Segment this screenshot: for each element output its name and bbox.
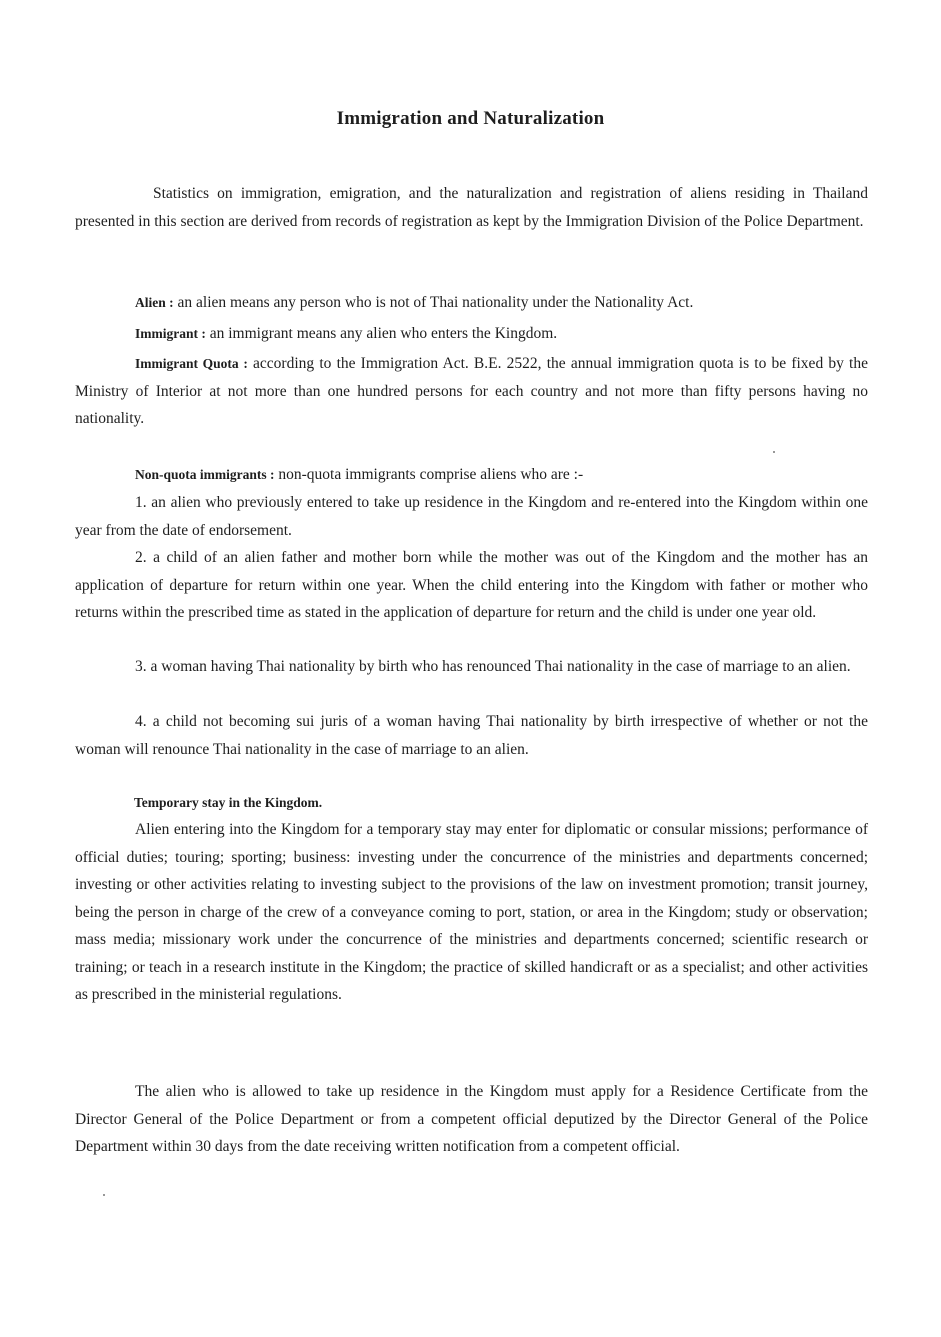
residence-paragraph: The alien who is allowed to take up residence in the Kingdom must apply for a Residence Certificate from the Director General of the Police Department or from a competent official deputized by the Director General of the Police Department within 30 days from the date receiving written notification from a competent official.: [75, 1083, 868, 1155]
intro-paragraph: Statistics on immigration, emigration, and the naturalization and registration of aliens residing in Thailand presented in this section are derived from records of registration as kept by the Immigration Division of the Police Department.: [75, 185, 868, 230]
definition-immigrant: [75, 320, 868, 348]
non-quota-item-4: 4. a child not becoming sui juris of a woman having Thai nationality by birth irrespective of whether or not the woman will renounce Thai nationality in the case of marriage to an alien.: [75, 713, 868, 758]
definition-text: according to the Immigration Act. B.E. 2522, the annual immigration quota is to be fixed by the Ministry of Interior at not more than one hundred persons for each country and not more than fifty persons having no nationality.: [75, 355, 868, 427]
definition-text: an alien means any person who is not of Thai nationality under the Nationality Act.: [173, 294, 694, 311]
definition-term: Immigrant :: [135, 326, 206, 341]
non-quota-item-3: 3. a woman having Thai nationality by birth who has renounced Thai nationality in the case of marriage to an alien.: [135, 658, 851, 675]
non-quota-item-2: 2. a child of an alien father and mother born while the mother was out of the Kingdom and the mother has an application of departure for return within one year. When the child entering into the Kingdom with father or mother who returns within the prescribed time as stated in the application of departure for return and the child is under one year old.: [75, 549, 868, 621]
definition-alien: [75, 289, 868, 317]
definition-term: Alien :: [135, 295, 174, 310]
non-quota-text: non-quota immigrants comprise aliens who are :-: [274, 466, 584, 483]
temporary-stay-paragraph: Alien entering into the Kingdom for a temporary stay may enter for diplomatic or consular missions; performance of official duties; touring; sporting; business: investing under the concurrence of the ministries and departments concerned; investing or other activities relating to investing subject to the provisions of the law on investment promotion; transit journey, being the person in charge of the crew of a conveyance coming to port, station, or area in the Kingdom; study or observation; mass media; missionary work under the concurrence of the ministries and departments concerned; scientific research or training; or teach in a research institute in the Kingdom; the practice of skilled handicraft or as a specialist; and other activities as prescribed in the ministerial regulations.: [75, 821, 868, 1003]
scan-speck: [103, 1194, 105, 1196]
definition-text: an immigrant means any alien who enters the Kingdom.: [205, 325, 558, 342]
definition-term: Immigrant Quota :: [135, 356, 248, 371]
non-quota-intro: [75, 461, 868, 489]
non-quota-term: Non-quota immigrants :: [135, 467, 275, 482]
scan-speck: [773, 451, 775, 453]
page-title: Immigration and Naturalization: [336, 108, 605, 129]
temporary-stay-heading: Temporary stay in the Kingdom.: [134, 795, 323, 810]
non-quota-item-1: 1. an alien who previously entered to take up residence in the Kingdom and re-entered into the Kingdom within one year from the date of endorsement.: [75, 494, 868, 539]
definition-immigrant-quota: [75, 350, 868, 433]
